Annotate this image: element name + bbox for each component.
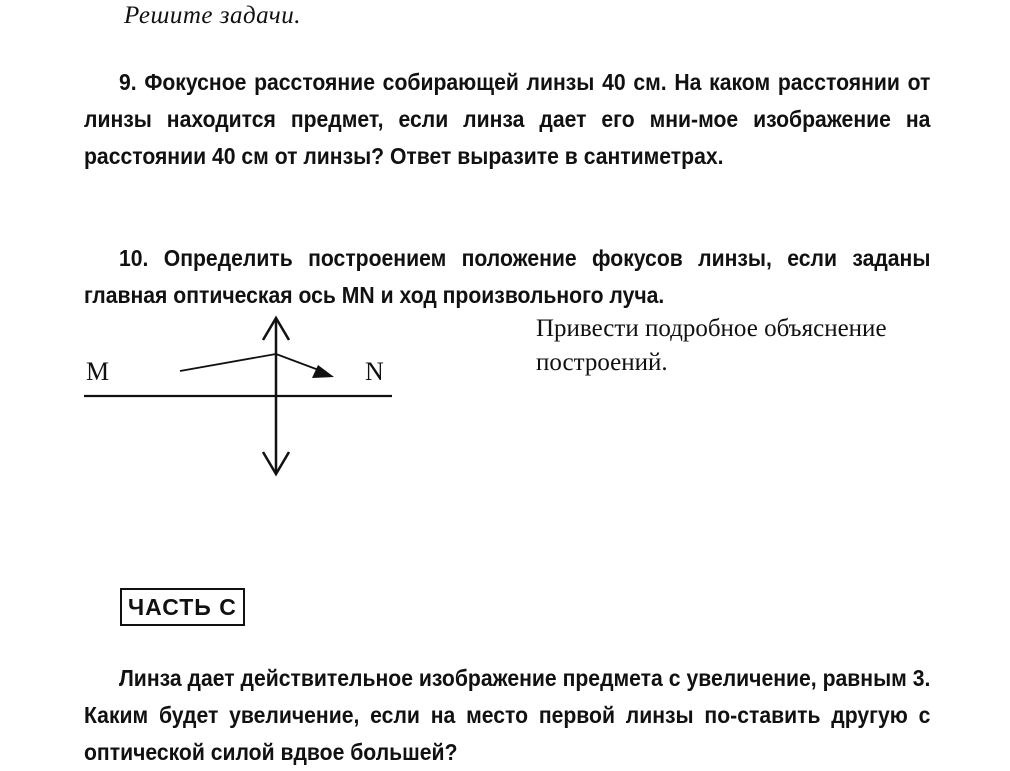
task-10-text: 10. Определить построением положение фокусов линзы, если заданы главная оптическая ось MN и ход произвольного луча. xyxy=(84,245,931,308)
incident-ray xyxy=(180,354,276,371)
section-heading: Решите задачи. xyxy=(124,2,301,29)
refracted-ray-arrowhead xyxy=(312,365,334,378)
axis-label-m: M xyxy=(86,357,110,386)
part-c-task-text: Линза дает действительное изображение предмета с увеличение, равным 3. Каким будет увеличение, если на место первой линзы по-ставить другую с оптической силой вдвое большей? xyxy=(84,665,931,765)
task-9-text: 9. Фокусное расстояние собирающей линзы 40 см. На каком расстоянии от линзы находится предмет, если линза дает его мни-мое изображение на расстоянии 40 см от линзы? Ответ выразите в сантиметрах. xyxy=(84,69,931,169)
part-c-label: ЧАСТЬ С xyxy=(120,588,245,626)
task-10-note: Привести подробное объяснение построений. xyxy=(536,315,887,376)
axis-label-n: N xyxy=(365,357,384,386)
lens-diagram xyxy=(80,310,410,480)
